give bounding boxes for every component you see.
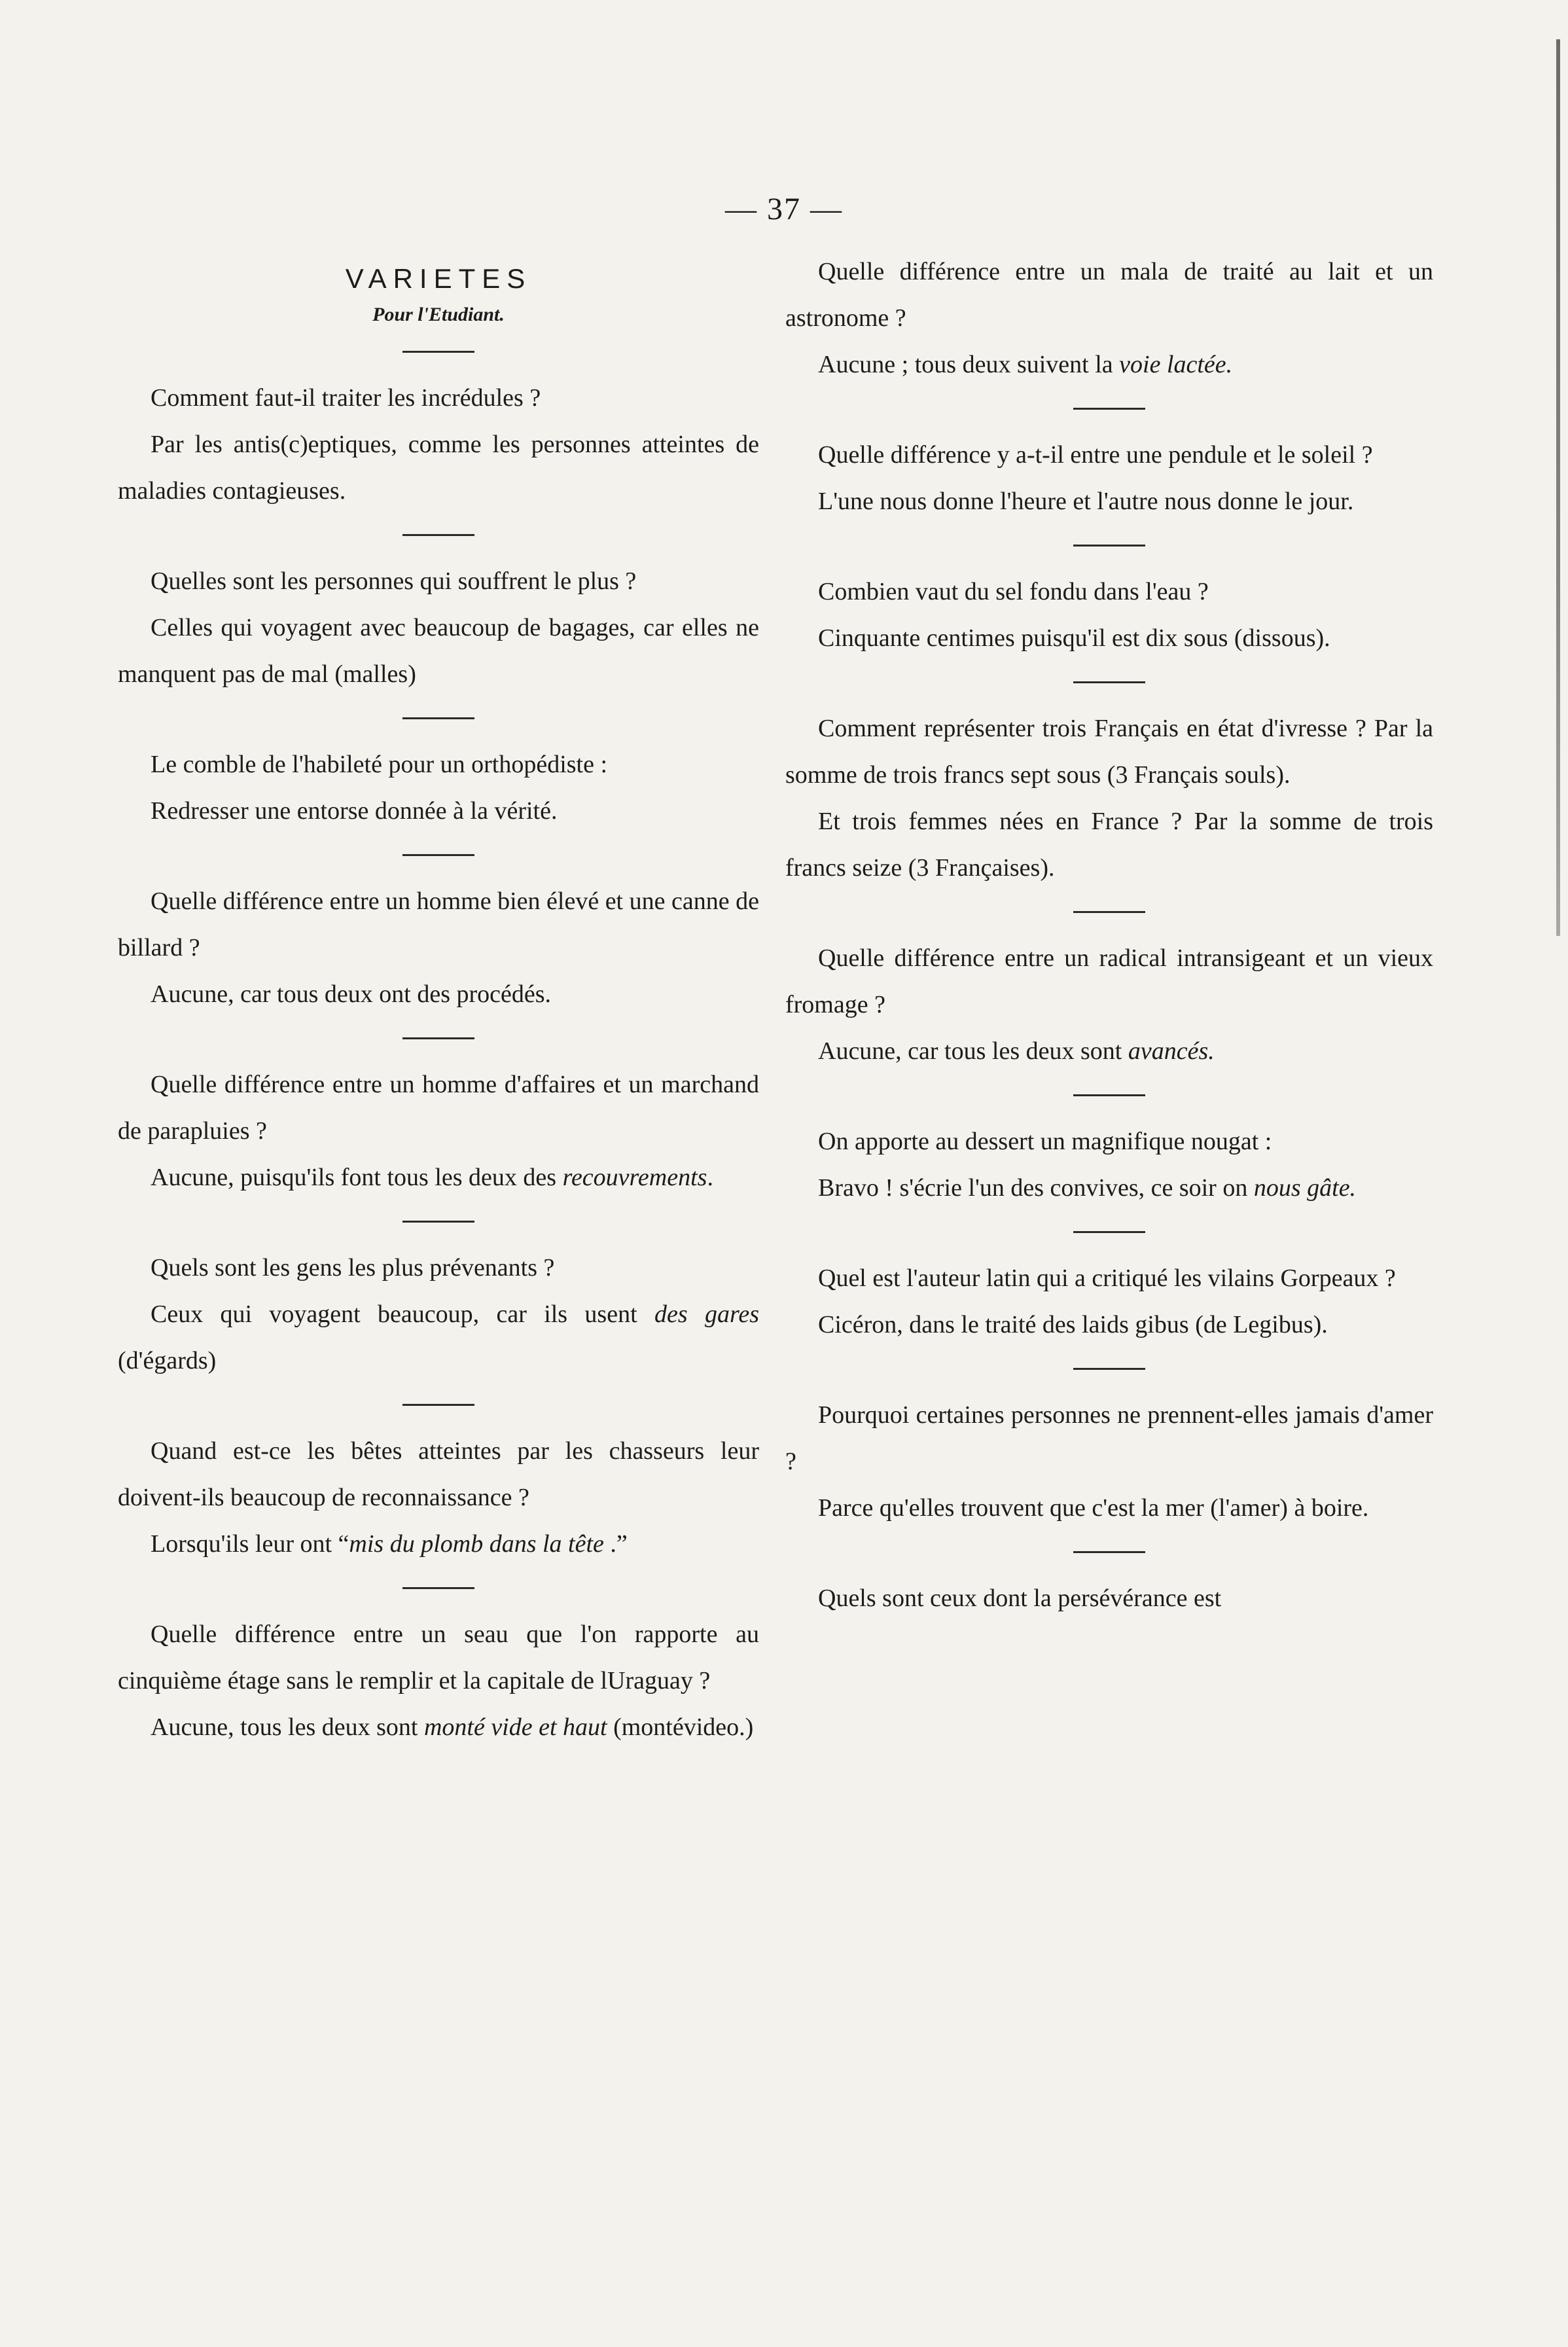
riddle-entry [118, 558, 759, 698]
separator-rule [402, 351, 474, 353]
separator-rule [402, 1037, 474, 1039]
answer-emphasis: recouvrements [562, 1164, 707, 1191]
answer-text: (d'égards) [118, 1347, 217, 1374]
riddle-answer [118, 1291, 759, 1384]
right-entry-list [785, 249, 1433, 1622]
riddle-entry [785, 1575, 1433, 1622]
right-column [785, 249, 1433, 1622]
riddle-entry [118, 742, 759, 834]
riddle-question: Comment représenter trois Français en état d'ivresse ? Par la somme de trois francs sept sous (3 Français souls). [785, 715, 1433, 789]
riddle-answer: Parce qu'elles trouvent que c'est la mer (l'amer) à boire. [818, 1494, 1369, 1522]
answer-emphasis: avancés. [1128, 1037, 1215, 1065]
riddle-question: Quelles sont les personnes qui souffrent le plus ? [151, 567, 637, 595]
riddle-question: Quelle différence entre un radical intransigeant et un vieux fromage ? [785, 944, 1433, 1018]
riddle-question: Le comble de l'habileté pour un orthopédiste : [151, 751, 608, 778]
riddle-entry [118, 1245, 759, 1384]
riddle-entry [785, 1119, 1433, 1211]
riddle-answer: Cicéron, dans le traité des laids gibus (de Legibus). [818, 1311, 1328, 1338]
riddle-answer [118, 1155, 759, 1201]
riddle-entry [118, 1062, 759, 1201]
riddle-question: Quelle différence y a-t-il entre une pendule et le soleil ? [818, 441, 1373, 469]
riddle-answer: Redresser une entorse donnée à la vérité. [151, 797, 558, 825]
riddle-question: Combien vaut du sel fondu dans l'eau ? [818, 578, 1209, 605]
riddle-answer: Par les antis(c)eptiques, comme les personnes atteintes de maladies contagieuses. [118, 431, 759, 505]
separator-rule [402, 1221, 474, 1223]
answer-text: Aucune, puisqu'ils font tous les deux des [151, 1164, 563, 1191]
riddle-entry [118, 878, 759, 1018]
riddle-entry [785, 432, 1433, 525]
riddle-answer [785, 1165, 1433, 1211]
separator-rule [1073, 911, 1145, 913]
riddle-question: Quels sont ceux dont la persévérance est [818, 1585, 1222, 1612]
riddle-answer [785, 1028, 1433, 1075]
separator-rule [1073, 1368, 1145, 1370]
riddle-question: Quelle différence entre un mala de traité au lait et un astronome ? [785, 258, 1433, 332]
answer-emphasis: mis du plomb dans la tête [349, 1530, 604, 1558]
answer-text: .” [603, 1530, 628, 1558]
separator-rule [1073, 408, 1145, 410]
answer-text: . [707, 1164, 713, 1191]
answer-text: Aucune, car tous les deux sont [818, 1037, 1128, 1065]
separator-rule [1073, 545, 1145, 546]
riddle-question: Pourquoi certaines personnes ne prennent-elles jamais d'amer ? [785, 1401, 1433, 1475]
answer-emphasis: nous gâte. [1253, 1174, 1357, 1202]
answer-text: Bravo ! s'écrie l'un des convives, ce soir on [818, 1174, 1254, 1202]
riddle-question: Quel est l'auteur latin qui a critiqué les vilains Gorpeaux ? [818, 1264, 1396, 1292]
riddle-entry [118, 1428, 759, 1568]
riddle-question: Quelle différence entre un homme bien élevé et une canne de billard ? [118, 887, 759, 961]
page-number: — 37 — [725, 192, 843, 226]
answer-text: Lorsqu'ils leur ont “ [151, 1530, 349, 1558]
answer-emphasis: voie lactée. [1119, 351, 1233, 378]
left-entry-list [118, 351, 759, 1751]
answer-emphasis: monté vide et haut [423, 1713, 607, 1741]
riddle-entry [785, 1255, 1433, 1348]
riddle-question: On apporte au dessert un magnifique nougat : [818, 1128, 1272, 1155]
separator-rule [1073, 1551, 1145, 1553]
answer-text: Aucune, tous les deux sont [151, 1713, 424, 1741]
riddle-entry [785, 569, 1433, 662]
separator-rule [1073, 681, 1145, 683]
riddle-entry [785, 249, 1433, 388]
riddle-entry [118, 375, 759, 514]
riddle-question: Quand est-ce les bêtes atteintes par les chasseurs leur doivent-ils beaucoup de reconnaissance ? [118, 1437, 759, 1511]
section-subheading: Pour l'Etudiant. [372, 304, 505, 325]
separator-rule [1073, 1094, 1145, 1096]
page-edge-shadow [1556, 39, 1560, 936]
riddle-answer [118, 1521, 759, 1568]
riddle-entry [785, 706, 1433, 891]
riddle-entry [785, 1392, 1433, 1532]
separator-rule [402, 854, 474, 856]
riddle-question: Quels sont les gens les plus prévenants ? [151, 1254, 555, 1281]
riddle-answer [785, 342, 1433, 388]
riddle-question: Comment faut-il traiter les incrédules ? [151, 384, 541, 412]
riddle-answer: L'une nous donne l'heure et l'autre nous donne le jour. [818, 488, 1354, 515]
separator-rule [1073, 1231, 1145, 1233]
riddle-answer: Et trois femmes nées en France ? Par la somme de trois francs seize (3 Françaises). [785, 808, 1433, 882]
separator-rule [402, 1404, 474, 1406]
riddle-answer: Aucune, car tous deux ont des procédés. [151, 980, 552, 1008]
riddle-question: Quelle différence entre un seau que l'on rapporte au cinquième étage sans le remplir et la capitale de lUraguay ? [118, 1621, 759, 1694]
separator-rule [402, 1587, 474, 1589]
riddle-answer [118, 1704, 759, 1751]
section-heading: VARIETES [345, 263, 532, 294]
riddle-answer: Celles qui voyagent avec beaucoup de bagages, car elles ne manquent pas de mal (malles) [118, 614, 759, 688]
left-column [118, 249, 759, 1751]
riddle-answer: Cinquante centimes puisqu'il est dix sous (dissous). [818, 624, 1330, 652]
riddle-entry [785, 935, 1433, 1075]
separator-rule [402, 717, 474, 719]
riddle-entry [118, 1611, 759, 1751]
answer-text: Ceux qui voyagent beaucoup, car ils usent [151, 1300, 654, 1328]
answer-text: Aucune ; tous deux suivent la [818, 351, 1120, 378]
answer-emphasis: des gares [654, 1300, 760, 1328]
answer-text: (montévideo.) [607, 1713, 754, 1741]
riddle-question: Quelle différence entre un homme d'affaires et un marchand de parapluies ? [118, 1071, 759, 1145]
separator-rule [402, 534, 474, 536]
